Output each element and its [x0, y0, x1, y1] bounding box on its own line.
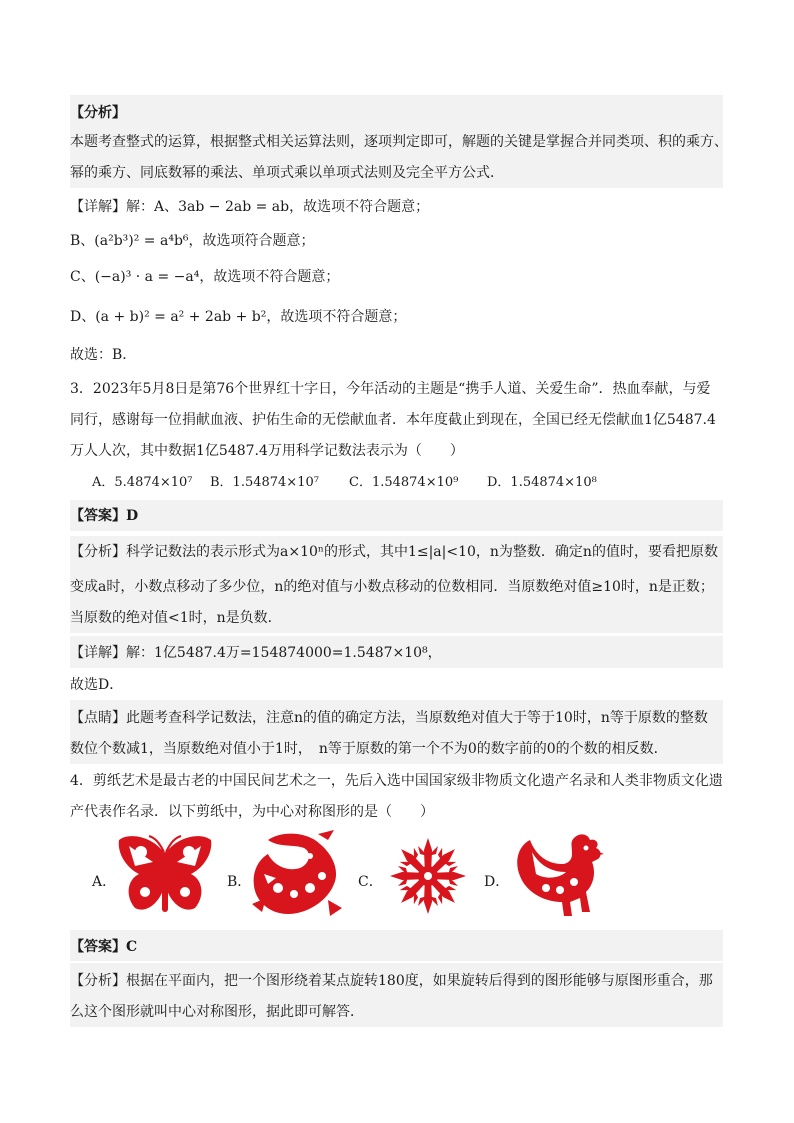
detail-line-d: D、(a + b)² = a² + 2ab + b²，故选项不符合题意； [70, 309, 407, 325]
detail-line-a: 【详解】解：A、3ab − 2ab = ab，故选项不符合题意； [70, 199, 430, 215]
question-3-line-1: 3．2023年5月8日是第76个世界红十字日，今年活动的主题是“携手人道、关爱生命”．热血奉献，与爱 [70, 381, 711, 397]
comment-3-line-1: 【点睛】此题考查科学记数法，注意n的值的确定方法，当原数绝对值大于等于10时，n等于原数的整数 [70, 710, 708, 726]
choose-b-line: 故选：B． [70, 347, 137, 363]
option-d: D．1.54874×10⁸ [487, 475, 597, 490]
analysis-3-line-1: 【分析】科学记数法的表示形式为a×10ⁿ的形式，其中1≤|a|<10，n为整数．确定n的值时，要看把原数 [70, 544, 718, 560]
butterfly-papercut-icon [115, 832, 215, 920]
option-a: A．5.4874×10⁷ [92, 475, 193, 490]
analysis-text-line-1: 本题考查整式的运算，根据整式相关运算法则，逐项判定即可，解题的关键是掌握合并同类项、积的乘方、 [70, 134, 728, 150]
question-3-line-2: 同行，感谢每一位捐献血液、护佑生命的无偿献血者．本年度截止到现在，全国已经无偿献血1亿5487.4 [70, 412, 716, 428]
analysis-3-line-3: 当原数的绝对值<1时，n是负数． [70, 610, 282, 626]
comment-3-line-2: 数位个数减1，当原数绝对值小于1时， n等于原数的第一个不为0的数字前的0的个数的相反数． [70, 741, 668, 757]
choose-d-line: 故选D． [70, 677, 124, 693]
rooster-papercut-icon [510, 832, 606, 922]
figure-label-b: B． [227, 874, 252, 890]
analysis-heading: 【分析】 [70, 105, 126, 121]
dragon-papercut-icon [248, 830, 344, 920]
detail-line-c: C、(−a)³ · a = −a⁴，故选项不符合题意； [70, 269, 340, 285]
answer-3: 【答案】D [70, 508, 139, 524]
snowflake-papercut-icon [388, 836, 468, 916]
question-4-line-1: 4．剪纸艺术是最古老的中国民间艺术之一，先后入选中国国家级非物质文化遗产名录和人类非物质文化遗 [70, 773, 723, 789]
question-4-line-2: 产代表作名录．以下剪纸中，为中心对称图形的是（ ） [70, 804, 434, 820]
analysis-text-line-2: 幂的乘方、同底数幂的乘法、单项式乘以单项式法则及完全平方公式． [70, 165, 504, 181]
figure-label-d: D． [484, 874, 510, 890]
analysis-3-line-2: 变成a时，小数点移动了多少位，n的绝对值与小数点移动的位数相同．当原数绝对值≥10时，n是正数； [70, 579, 714, 595]
option-b: B．1.54874×10⁷ [210, 475, 319, 490]
option-c: C．1.54874×10⁹ [349, 475, 459, 490]
figure-label-a: A． [92, 874, 117, 890]
analysis-4-line-1: 【分析】根据在平面内，把一个图形绕着某点旋转180度，如果旋转后得到的图形能够与原图形重合，那 [70, 973, 713, 989]
detail-line-b: B、(a²b³)² = a⁴b⁶，故选项符合题意； [70, 233, 315, 249]
detail-3-line: 【详解】解：1亿5487.4万=154874000=1.5487×10⁸， [70, 645, 442, 661]
figure-label-c: C． [358, 874, 383, 890]
question-3-line-3: 万人人次，其中数据1亿5487.4万用科学记数法表示为（ ） [70, 443, 464, 459]
answer-4: 【答案】C [70, 939, 138, 955]
analysis-4-line-2: 么这个图形就叫中心对称图形，据此即可解答． [70, 1004, 364, 1020]
